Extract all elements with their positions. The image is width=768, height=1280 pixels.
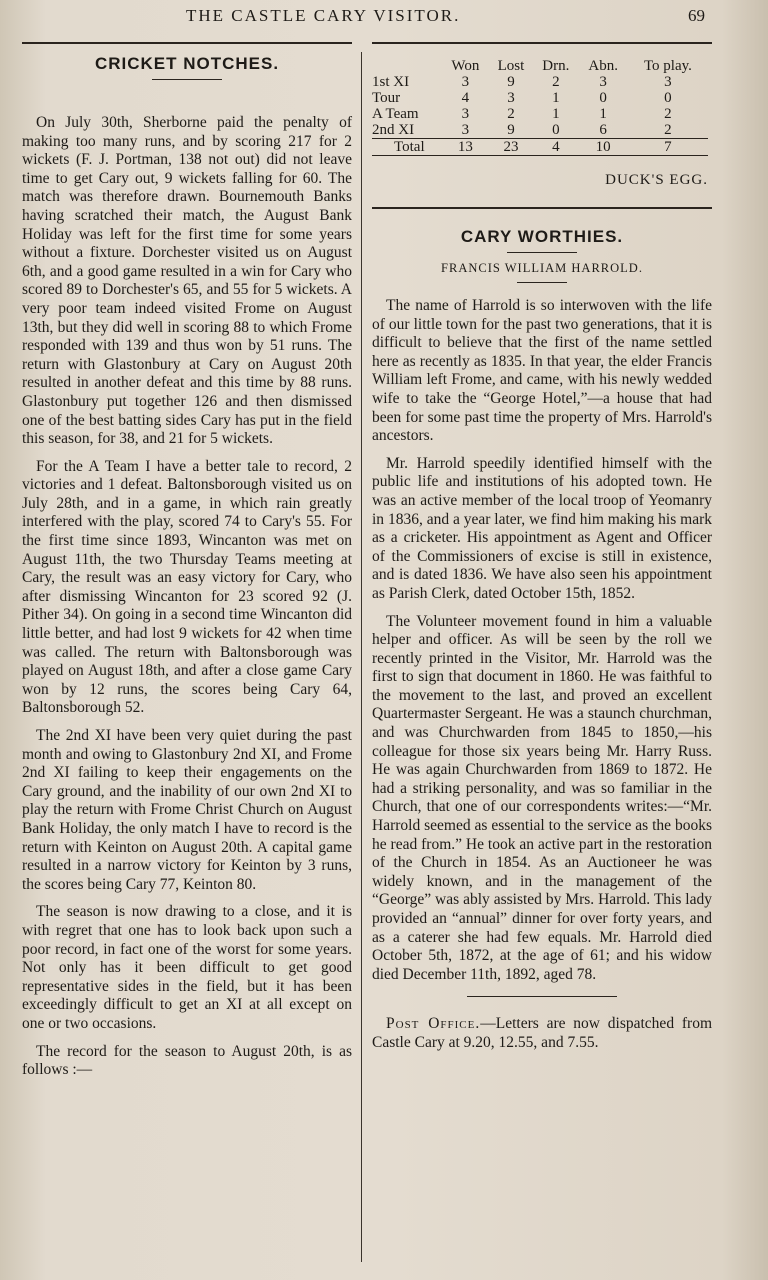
table-cell: 2	[552, 74, 560, 90]
worthies-subheading: FRANCIS WILLIAM HARROLD.	[441, 261, 643, 275]
worthies-paragraph: The name of Harrold is so interwoven with the life of our little town for the past two generations, that it is difficult to believe that the first of the name settled here as recently as 1835. In that year, the elder Francis William left Frome, and came, with his newly wedded wife to take the “George Hotel,”—a house that had been for some past time the property of Mrs. Harrold's ancestors.	[372, 297, 712, 445]
end-rule	[467, 996, 617, 997]
post-office-label: Post Office.	[386, 1015, 481, 1033]
cricket-paragraph: The 2nd XI have been very quiet during the past month and owing to Glastonbury 2nd XI, and Frome 2nd XI failing to keep their engagements on the Cary ground, and the inability of our own 2nd XI to play the return with Frome Christ Church on August Bank Holiday, the only match I have to record is the return with Keinton on August 20th. A capital game resulted in a narrow victory for Keinton by 3 runs, the scores being Cary 77, Keinton 80.	[22, 727, 352, 893]
page-number: 69	[688, 6, 705, 25]
subheading-underline	[517, 282, 567, 283]
table-total-row	[372, 139, 708, 156]
table-cell: 1	[552, 106, 560, 122]
table-cell: 23	[489, 139, 534, 156]
table-row	[372, 106, 708, 122]
table-cell: 6	[599, 122, 607, 138]
table-cell: 3	[664, 74, 672, 90]
cricket-paragraph: The record for the season to August 20th, is as follows :—	[22, 1042, 352, 1079]
table-cell: 0	[599, 90, 607, 106]
team-name: Tour	[372, 90, 401, 106]
table-cell: 9	[507, 122, 515, 138]
table-cell: 3	[461, 106, 470, 122]
right-column	[372, 38, 712, 1273]
table-cell: 3	[461, 122, 470, 138]
team-name: 1st XI	[372, 74, 410, 90]
column-header: Abn.	[588, 58, 618, 74]
team-name: A Team	[372, 106, 419, 122]
left-column	[22, 38, 352, 1273]
table-cell: 1	[599, 106, 607, 122]
total-label: Total	[372, 139, 442, 156]
cricket-paragraph: For the A Team I have a better tale to record, 2 victories and 1 defeat. Baltonsborough visited us on July 28th, and in a game, in which rain greatly interfered with the play, scored 74 to Cary's 55. For the first time since 1893, Wincanton was met on August 11th, the two Thursday Teams meeting at Cary, the result was an easy victory for Cary, who after dismissing Wincanton for 23 scored 92 (J. Pither 34). On going in a second time Wincanton did little better, and had lost 9 wickets for 42 when time was called. The return with Baltonsborough was played on August 18th, and after a close game Cary won by 12 runs, the scores being Cary 64, Baltonsborough 52.	[22, 457, 352, 717]
table-cell: 13	[442, 139, 489, 156]
post-office-text: —Letters are now dispatched from Castle Cary at 9.20, 12.55, and 7.55.	[372, 1015, 712, 1051]
table-cell: 4	[533, 139, 578, 156]
table-cell: 0	[552, 122, 560, 138]
table-row	[372, 90, 708, 106]
table-row	[372, 122, 708, 139]
page-header	[0, 6, 768, 28]
heading-underline	[507, 252, 577, 253]
table-cell: 0	[664, 90, 672, 106]
table-cell: 7	[628, 139, 708, 156]
table-header-row	[372, 58, 708, 74]
table-cell: 4	[461, 90, 470, 106]
column-divider	[361, 52, 362, 1262]
worthies-heading: CARY WORTHIES.	[460, 227, 624, 246]
column-header: To play.	[643, 58, 692, 74]
section-rule	[372, 207, 712, 209]
table-cell: 1	[552, 90, 560, 106]
table-cell: 3	[461, 74, 470, 90]
table-cell: 3	[599, 74, 607, 90]
publication-title: THE CASTLE CARY VISITOR.	[186, 6, 461, 25]
column-header: Lost	[497, 58, 525, 74]
cricket-paragraph: The season is now drawing to a close, and it is with regret that one has to look back upon such a poor record, in fact one of the worst for some years. Not only has it been difficult to get good representative sides in the field, but it has been exceedingly difficult to get an XI at all except on one or two occasions.	[22, 903, 352, 1032]
table-cell: 3	[507, 90, 515, 106]
team-name: 2nd XI	[372, 122, 415, 138]
worthies-paragraph: The Volunteer movement found in him a valuable helper and officer. As will be seen by the roll we recently printed in the Visitor, Mr. Harrold was the first to sign that document in 1860. He was faithful to the movement to the last, and proved an excellent Quartermaster Sergeant. He was a staunch churchman, and was Churchwarden from 1845 to 1850,—his colleague for those six years being Mr. Harry Russ. He was again Churchwarden from 1869 to 1872. He had a striking personality, and was so familiar in the Church, that one of our correspondents writes:—“Mr. Harrold seemed as essential to the service as the books he read from.” He took an active part in the restoration of the Church in 1854. As an Auctioneer he was widely known, and in the management of the “George” was ably assisted by Mrs. Harrold. This lady provided an “annual” dinner for over forty years, and as a caterer she had few equals. Mr. Harrold died October 5th, 1872, at the age of 61; and his widow died December 11th, 1892, aged 78.	[372, 612, 712, 983]
worthies-paragraph: Mr. Harrold speedily identified himself with the public life and institutions of his adopted town. He was an active member of the local troop of Yeomanry in 1836, and a year later, we find him making his mark as a cricketer. His appointment as Agent and Officer of the Commissioners of excise is still in existence, and is dated 1836. We have also seen his appointment as Parish Clerk, dated October 15th, 1852.	[372, 454, 712, 602]
top-rule	[372, 42, 712, 44]
cricket-heading: CRICKET NOTCHES.	[94, 54, 280, 73]
column-header: Won	[451, 58, 480, 74]
column-header: Drn.	[542, 58, 570, 74]
season-record-table	[372, 58, 708, 156]
table-row	[372, 74, 708, 90]
author-signature: DUCK'S EGG.	[605, 172, 708, 188]
table-cell: 2	[664, 106, 672, 122]
heading-underline	[152, 79, 222, 80]
post-office-notice	[372, 1015, 712, 1052]
table-cell: 2	[664, 122, 672, 138]
table-cell: 10	[578, 139, 627, 156]
table-cell: 2	[507, 106, 515, 122]
cricket-paragraph: On July 30th, Sherborne paid the penalty of making too many runs, and by scoring 217 for 2 wickets (F. J. Portman, 138 not out) did not leave time to get Cary out, 9 wickets falling for 60. The match was therefore drawn. Bournemouth Banks having scratched their match, the August Bank Holiday was left for the first time for some years without a fixture. Dorchester visited us on August 6th, and a good game resulted in a win for Cary who scored 89 to Dorchester's 65, and 55 for 5 wickets. A very poor team indeed visited Frome on August 13th, but they did well in scoring 88 to which Frome responded with 139 and thus won by 51 runs. The return with Glastonbury at Cary on August 20th resulted in another defeat and this time by 88 runs. Glastonbury put together 126 and then dismissed one of the best batting sides Cary has put in the field this season, for 38, and 21 for 5 wickets.	[22, 114, 352, 448]
top-rule	[22, 42, 352, 44]
table-cell: 9	[507, 74, 515, 90]
